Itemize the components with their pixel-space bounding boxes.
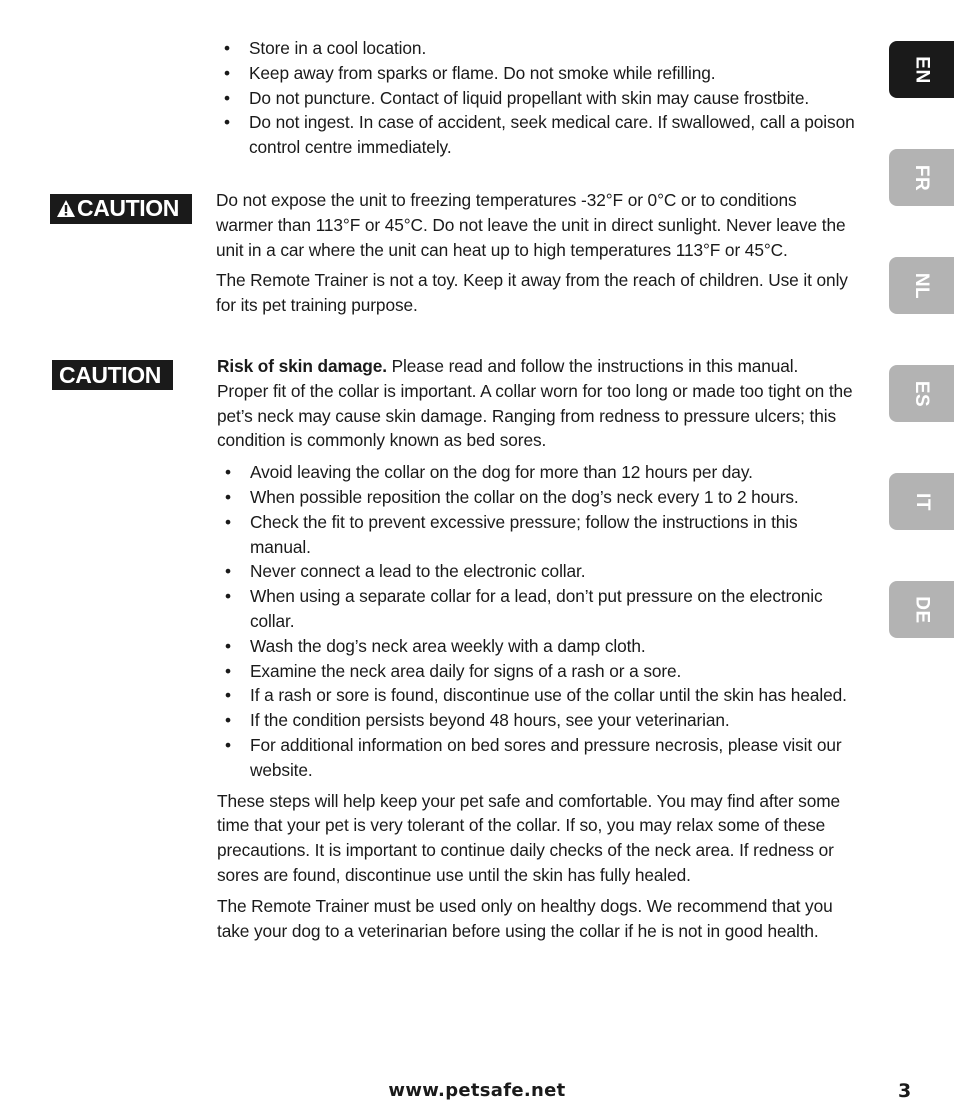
caution-skin-damage-section (217, 354, 853, 949)
caution-label-text: CAUTION (77, 195, 179, 221)
caution-paragraph: Do not expose the unit to freezing temperatures -32°F or 0°C or to conditions warmer than 113°F or 45°C. Do not leave the unit in direct sunlight. Never leave the unit in a car where the unit can heat up to high temperatures 113°F or 45°C. (216, 190, 846, 260)
language-tab-es[interactable] (889, 365, 954, 422)
list-item: • Store in a cool location. (216, 36, 856, 61)
page-number: 3 (898, 1080, 912, 1102)
caution-label (52, 360, 173, 390)
caution-paragraph: The Remote Trainer is not a toy. Keep it away from the reach of children. Use it only for its pet training purpose. (216, 270, 848, 316)
language-tab-it[interactable] (889, 473, 954, 530)
language-tab-label: DE (911, 595, 933, 624)
language-tab-nl[interactable] (889, 257, 954, 314)
language-tab-label: FR (911, 164, 933, 191)
list-item: • When possible reposition the collar on the dog’s neck every 1 to 2 hours. (217, 485, 853, 510)
storage-warnings-list (216, 36, 856, 160)
skin-damage-heading: Risk of skin damage. (217, 356, 387, 376)
list-item: • For additional information on bed sores and pressure necrosis, please visit our website. (217, 733, 853, 783)
skin-care-list (217, 460, 853, 782)
list-item: • If a rash or sore is found, discontinue use of the collar until the skin has healed. (217, 683, 853, 708)
footer-website-url: www.petsafe.net (388, 1080, 566, 1101)
caution-label-with-icon (50, 194, 192, 224)
list-item: • Do not ingest. In case of accident, seek medical care. If swallowed, call a poison control centre immediately. (216, 110, 856, 160)
list-item: • Keep away from sparks or flame. Do not smoke while refilling. (216, 61, 856, 86)
closing-paragraph: The Remote Trainer must be used only on healthy dogs. We recommend that you take your dog to a veterinarian before using the collar if he is not in good health. (217, 895, 833, 941)
list-item: • Examine the neck area daily for signs of a rash or a sore. (217, 659, 853, 684)
language-tab-label: ES (911, 380, 933, 407)
list-item: • Do not puncture. Contact of liquid propellant with skin may cause frostbite. (216, 86, 856, 111)
language-tab-en[interactable] (889, 41, 954, 98)
language-tab-fr[interactable] (889, 149, 954, 206)
list-item: • Wash the dog’s neck area weekly with a damp cloth. (217, 634, 853, 659)
list-item: • Check the fit to prevent excessive pressure; follow the instructions in this manual. (217, 510, 853, 560)
skin-damage-intro (217, 354, 853, 453)
language-tab-label: NL (911, 272, 933, 299)
caution-temperature-section (216, 188, 850, 324)
list-item: • If the condition persists beyond 48 hours, see your veterinarian. (217, 708, 853, 733)
list-item: • When using a separate collar for a lead, don’t put pressure on the electronic collar. (217, 584, 853, 634)
language-tab-de[interactable] (889, 581, 954, 638)
warning-triangle-icon (56, 196, 76, 224)
list-item: • Never connect a lead to the electronic collar. (217, 559, 853, 584)
list-item: • Avoid leaving the collar on the dog for more than 12 hours per day. (217, 460, 853, 485)
skin-damage-intro-text: Please read and follow the instructions in this manual. Proper fit of the collar is important. A collar worn for too long or made too tight on the pet’s neck may cause skin damage. Ranging from redness to pressure ulcers; this condition is commonly known as bed sores. (217, 356, 853, 451)
language-tab-label: IT (911, 492, 933, 511)
language-tab-label: EN (911, 55, 933, 84)
caution-label-text: CAUTION (59, 362, 161, 388)
closing-paragraph: These steps will help keep your pet safe and comfortable. You may find after some time that your pet is very tolerant of the collar. If so, you may relax some of these precautions. It is important to continue daily checks of the neck area. If redness or sores are found, discontinue use until the skin has fully healed. (217, 790, 841, 885)
